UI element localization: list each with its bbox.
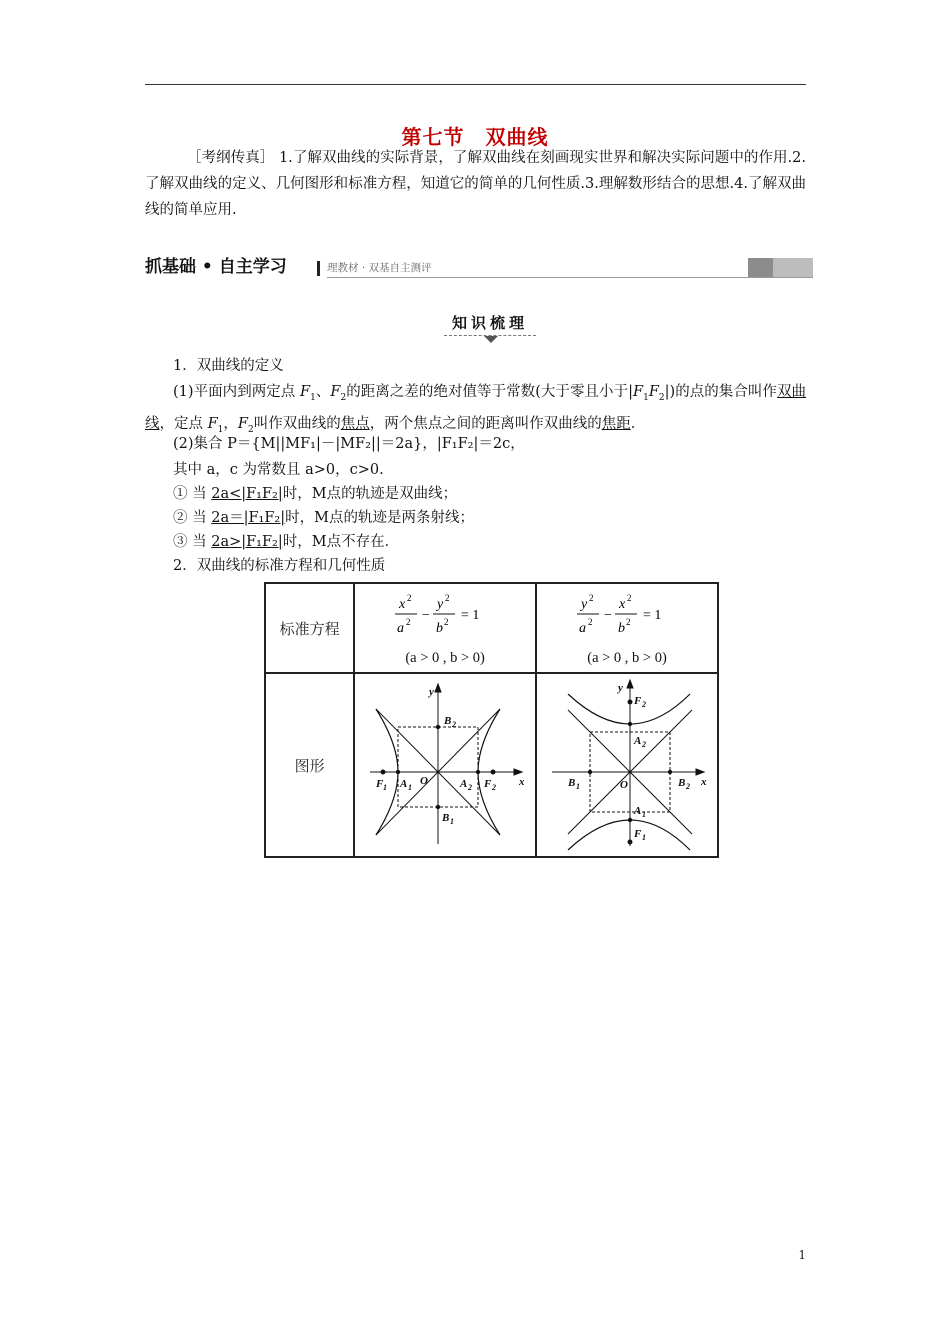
banner-block-light bbox=[773, 258, 813, 277]
text: 叫作双曲线的 bbox=[253, 415, 341, 432]
text: F bbox=[633, 384, 644, 400]
graph-cell-vertical bbox=[536, 673, 718, 857]
banner-subtitle: 理教材 · 双基自主测评 bbox=[327, 262, 432, 274]
svg-text:−: − bbox=[422, 607, 430, 623]
case-condition: 2a>|F₁F₂| bbox=[211, 534, 283, 550]
text: F bbox=[207, 415, 218, 432]
svg-text:y: y bbox=[581, 596, 588, 612]
label-x: x bbox=[701, 776, 707, 788]
svg-text:2: 2 bbox=[589, 592, 594, 603]
banner-divider bbox=[317, 261, 320, 276]
s1-heading: 1．双曲线的定义 bbox=[173, 358, 284, 374]
row-head-standard-equation: 标准方程 bbox=[265, 583, 354, 673]
svg-text:2: 2 bbox=[626, 616, 631, 627]
label-A1: A bbox=[400, 778, 408, 790]
term-hyperbola: 双曲线 bbox=[145, 384, 807, 432]
text: 2 bbox=[247, 424, 254, 435]
label-O: O bbox=[620, 779, 628, 791]
label-subscript: 2 bbox=[642, 740, 647, 749]
case-2 bbox=[173, 505, 474, 531]
label-subscript: 2 bbox=[492, 783, 497, 792]
syllabus-intro: ［考纲传真］ 1.了解双曲线的实际背景，了解双曲线在刻画现实世界和解决实际问题中的作用.2.了解双曲线的定义、几何图形和标准方程，知道它的简单的几何性质.3.理解数形结合的思想.4.了解双曲线的简单应用. bbox=[145, 150, 806, 218]
hyperbola-graph-horizontal bbox=[356, 674, 534, 852]
label-B2: B bbox=[444, 715, 452, 727]
text: 的距离之差的绝对值等于常数(大于零且小于| bbox=[346, 384, 634, 400]
text: ，两个焦点之间的距离叫作双曲线的 bbox=[369, 415, 602, 432]
label-y: y bbox=[429, 686, 434, 698]
label-y: y bbox=[618, 682, 623, 694]
svg-text:a: a bbox=[579, 620, 587, 636]
label-x: x bbox=[519, 776, 525, 788]
svg-text:2: 2 bbox=[627, 592, 632, 603]
label-subscript: 1 bbox=[642, 833, 647, 842]
label-subscript: 1 bbox=[450, 817, 455, 826]
svg-text:a: a bbox=[397, 620, 405, 636]
text: 时，M点的轨迹是两条射线； bbox=[285, 510, 474, 526]
banner-underline bbox=[327, 277, 813, 278]
label-F2: F bbox=[634, 695, 642, 707]
label-subscript: 1 bbox=[642, 810, 647, 819]
svg-text:2: 2 bbox=[444, 616, 449, 627]
section-banner bbox=[145, 256, 813, 278]
text: 2 bbox=[340, 392, 347, 403]
label-B1: B bbox=[442, 812, 450, 824]
s1-constants: 其中 a，c 为常数且 a>0，c>0. bbox=[173, 462, 384, 478]
label-O: O bbox=[420, 775, 429, 787]
equation-cell-horizontal bbox=[354, 583, 536, 673]
label-subscript: 1 bbox=[576, 782, 581, 791]
hyperbola-properties-table bbox=[264, 582, 719, 858]
equation-x-over-a-minus-y-over-b bbox=[385, 590, 505, 640]
label-subscript: 2 bbox=[468, 783, 473, 792]
text: ② 当 bbox=[173, 510, 212, 526]
svg-text:2: 2 bbox=[588, 616, 593, 627]
case-condition: 2a＝|F₁F₂| bbox=[211, 510, 286, 526]
svg-text:2: 2 bbox=[406, 616, 411, 627]
text: |)的点的集合叫作 bbox=[664, 384, 777, 400]
label-F1: F bbox=[376, 778, 384, 790]
svg-text:x: x bbox=[619, 596, 626, 612]
banner-title: 抓基础 • 自主学习 bbox=[145, 257, 287, 277]
svg-text:2: 2 bbox=[407, 592, 412, 603]
svg-text:−: − bbox=[604, 607, 612, 623]
svg-text:= 1: = 1 bbox=[643, 607, 662, 623]
hyperbola-graph-vertical bbox=[538, 674, 716, 852]
page-number: 1 bbox=[798, 1248, 806, 1262]
text: ． bbox=[630, 415, 646, 432]
text: 1 bbox=[643, 392, 649, 403]
svg-text:b: b bbox=[436, 620, 444, 636]
triangle-down-icon bbox=[484, 336, 498, 343]
text: 、 bbox=[315, 384, 331, 400]
case-condition: 2a<|F₁F₂| bbox=[211, 486, 283, 502]
section-title: 知识梳理 bbox=[451, 314, 528, 332]
text: F bbox=[648, 384, 659, 400]
label-F2: F bbox=[484, 778, 492, 790]
text: 1 bbox=[217, 424, 224, 435]
text: ③ 当 bbox=[173, 534, 212, 550]
text: F bbox=[300, 384, 311, 400]
text: ， bbox=[223, 415, 238, 432]
equation-condition: (a > 0 , b > 0) bbox=[405, 649, 485, 666]
svg-text:b: b bbox=[618, 620, 626, 636]
text: 时，M点的轨迹是双曲线； bbox=[282, 486, 458, 502]
text: ，定点 bbox=[159, 415, 208, 432]
banner-block-dark bbox=[748, 258, 773, 277]
label-B2: B bbox=[678, 777, 686, 789]
equation-cell-vertical bbox=[536, 583, 718, 673]
label-subscript: 2 bbox=[642, 700, 647, 709]
label-A1: A bbox=[634, 805, 642, 817]
svg-text:2: 2 bbox=[445, 592, 450, 603]
term-focus: 焦点 bbox=[340, 415, 370, 432]
case-1 bbox=[173, 481, 457, 507]
graph-cell-horizontal bbox=[354, 673, 536, 857]
label-F1: F bbox=[634, 828, 642, 840]
text: 1 bbox=[310, 392, 316, 403]
equation-condition: (a > 0 , b > 0) bbox=[587, 649, 667, 666]
term-focal-distance: 焦距 bbox=[601, 415, 631, 432]
equation-y-over-a-minus-x-over-b bbox=[567, 590, 687, 640]
label-subscript: 2 bbox=[452, 720, 457, 729]
header-rule bbox=[145, 84, 806, 85]
text: ① 当 bbox=[173, 486, 212, 502]
text: F bbox=[237, 415, 248, 432]
svg-text:x: x bbox=[399, 596, 406, 612]
s1-set-definition: (2)集合 P＝{M||MF₁|－|MF₂||＝2a}，|F₁F₂|＝2c， bbox=[173, 436, 525, 452]
label-A2: A bbox=[634, 735, 642, 747]
text: 时，M点不存在． bbox=[282, 534, 400, 550]
label-B1: B bbox=[568, 777, 576, 789]
label-A2: A bbox=[460, 778, 468, 790]
text: F bbox=[330, 384, 341, 400]
page-title: 第七节 双曲线 bbox=[401, 125, 549, 149]
label-subscript: 2 bbox=[686, 782, 691, 791]
s2-heading: 2．双曲线的标准方程和几何性质 bbox=[173, 558, 386, 574]
text: (1)平面内到两定点 bbox=[173, 384, 300, 400]
label-subscript: 1 bbox=[383, 783, 388, 792]
row-head-graph: 图形 bbox=[265, 673, 354, 857]
case-3 bbox=[173, 529, 399, 555]
svg-text:= 1: = 1 bbox=[461, 607, 480, 623]
text: 2 bbox=[658, 392, 665, 403]
label-subscript: 1 bbox=[408, 783, 413, 792]
svg-text:y: y bbox=[437, 596, 444, 612]
